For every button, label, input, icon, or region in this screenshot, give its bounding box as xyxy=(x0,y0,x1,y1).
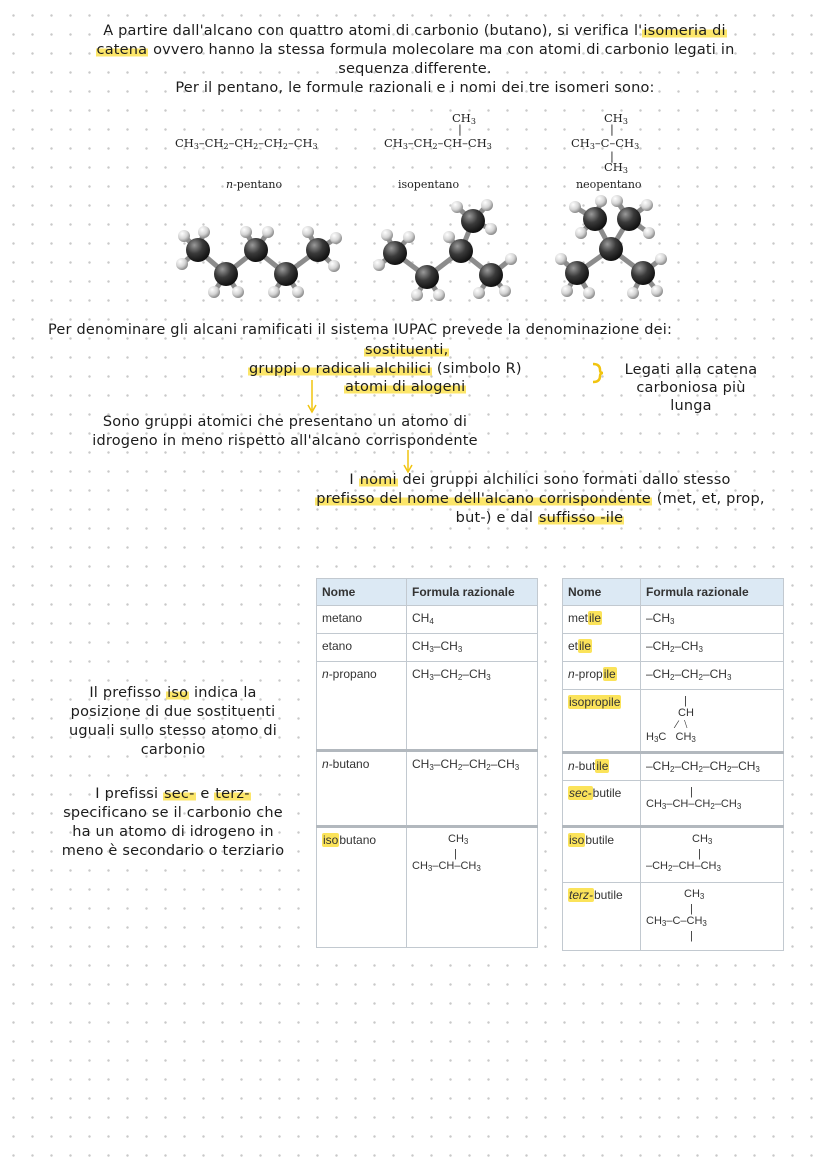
table-row xyxy=(317,606,538,634)
table-row xyxy=(317,751,538,827)
header-nome: Nome xyxy=(563,579,641,606)
cell-name: isopropile xyxy=(563,690,641,753)
cell-formula: | CH ⁄ ⧵ $H_3C$ $CH_3$ xyxy=(641,690,784,753)
cell-name: etile xyxy=(563,634,641,662)
isomer-isopentano-label: isopentano xyxy=(398,178,460,191)
iupac-intro: Per denominare gli alcani ramificati il sistema IUPAC prevede la denominazione dei: xyxy=(48,322,673,338)
table-row xyxy=(563,606,784,634)
header-formula: Formula razionale xyxy=(641,579,784,606)
table-row xyxy=(563,690,784,753)
table-row xyxy=(563,781,784,827)
cell-formula: $CH_4$ xyxy=(407,606,538,634)
table-row xyxy=(563,883,784,951)
highlight-catena: catena xyxy=(96,42,148,58)
sec-terz-note: I prefissi sec- e terz- specificano se il carbonio che ha un atomo di idrogeno in meno è secondario o terziario xyxy=(61,786,285,859)
names-rule: I nomi dei gruppi alchilici sono formati dallo stesso prefisso del nome dell'alcano corrispondente (met, et, prop, but-) e dal suffisso -ile xyxy=(316,472,765,526)
isomer-neopentano-bond-top: | xyxy=(610,122,614,136)
intro-line-4: Per il pentano, le formule razionali e i nomi dei tre isomeri sono: xyxy=(175,80,655,96)
iupac-item-alogeni: atomi di alogeni xyxy=(345,379,466,395)
header-nome: Nome xyxy=(317,579,407,606)
intro-paragraph xyxy=(20,22,810,98)
cell-formula: $-CH_2-CH_3$ xyxy=(641,634,784,662)
isomer-n-pentano-formula: $CH_3-CH_2-CH_2-CH_2-CH_3$ xyxy=(175,136,318,151)
arrow-down-icon xyxy=(306,380,318,414)
isomer-isopentano-bond: | xyxy=(458,122,462,136)
iso-note: Il prefisso iso indica la posizione di due sostituenti uguali sullo stesso atomo di carbonio xyxy=(68,685,278,758)
cell-formula: $CH_3-CH_2-CH_3$ xyxy=(407,662,538,751)
cell-name: etano xyxy=(317,634,407,662)
table-row xyxy=(563,753,784,781)
cell-formula: $CH_3-CH_3$ xyxy=(407,634,538,662)
isomer-isopentano-branch: $CH_3$ xyxy=(452,111,476,126)
cell-formula: $CH_3$ | $CH_3-C-CH_3$ | xyxy=(641,883,784,951)
cell-name: isobutile xyxy=(563,827,641,883)
table-row xyxy=(563,662,784,690)
cell-name: n-propile xyxy=(563,662,641,690)
cell-formula: $CH_3$ | $-CH_2-CH-CH_3$ xyxy=(641,827,784,883)
n-pentano-molecule-image xyxy=(160,198,360,308)
isomer-neopentano-bond-bottom: | xyxy=(610,149,614,163)
cell-formula: $-CH_2-CH_2-CH_3$ xyxy=(641,662,784,690)
cell-name: n-butano xyxy=(317,751,407,827)
cell-name: n-butile xyxy=(563,753,641,781)
cell-formula: $-CH_2-CH_2-CH_2-CH_3$ xyxy=(641,753,784,781)
isomer-neopentano-branch-top: $CH_3$ xyxy=(604,111,628,126)
cell-name: isobutano xyxy=(317,827,407,948)
cell-name: metile xyxy=(563,606,641,634)
table-row xyxy=(317,634,538,662)
bracket-note: Legati alla catena carboniosa più lunga xyxy=(624,362,758,414)
isomer-isopentano-formula: $CH_3-CH_2-CH-CH_3$ xyxy=(384,136,492,151)
cell-name: metano xyxy=(317,606,407,634)
table-header-row xyxy=(317,579,538,606)
cell-formula: $CH_3$ | $CH_3-CH-CH_3$ xyxy=(407,827,538,948)
isomer-neopentano-formula: $CH_3-C-CH_3$ xyxy=(571,136,640,151)
table-row xyxy=(563,827,784,883)
isomer-neopentano-branch-bottom: $CH_3$ xyxy=(604,160,628,175)
table-row xyxy=(317,827,538,948)
cell-name: sec-butile xyxy=(563,781,641,827)
cell-name: n-propano xyxy=(317,662,407,751)
intro-line-1: A partire dall'alcano con quattro atomi di carbonio (butano), si verifica l'isomeria di xyxy=(103,23,726,39)
cell-formula: $-CH_3$ xyxy=(641,606,784,634)
table-row xyxy=(317,662,538,751)
cell-name: terz-butile xyxy=(563,883,641,951)
alkanes-table xyxy=(316,578,538,948)
isomer-n-pentano-label: n-pentano xyxy=(226,178,283,191)
table-header-row xyxy=(563,579,784,606)
isopentano-molecule-image xyxy=(365,193,535,308)
isomer-neopentano-label: neopentano xyxy=(576,178,642,191)
highlight-isomeria: isomeria di xyxy=(643,23,726,39)
cell-formula: $CH_3-CH_2-CH_2-CH_3$ xyxy=(407,751,538,827)
alkyl-groups-table xyxy=(562,578,784,951)
intro-line-2: catena ovvero hanno la stessa formula molecolare ma con atomi di carbonio legati in xyxy=(96,42,735,58)
neopentano-molecule-image xyxy=(545,193,685,308)
table-row xyxy=(563,634,784,662)
groups-definition: Sono gruppi atomici che presentano un atomo di idrogeno in meno rispetto all'alcano corrispondente xyxy=(92,414,478,449)
intro-line-3: sequenza differente. xyxy=(338,61,492,77)
cell-formula: | $CH_3-CH-CH_2-CH_3$ xyxy=(641,781,784,827)
iupac-item-sostituenti: sostituenti, xyxy=(365,342,449,358)
iupac-item-gruppi: gruppi o radicali alchilici (simbolo R) xyxy=(249,361,522,377)
bracket-icon xyxy=(590,362,604,384)
header-formula: Formula razionale xyxy=(407,579,538,606)
